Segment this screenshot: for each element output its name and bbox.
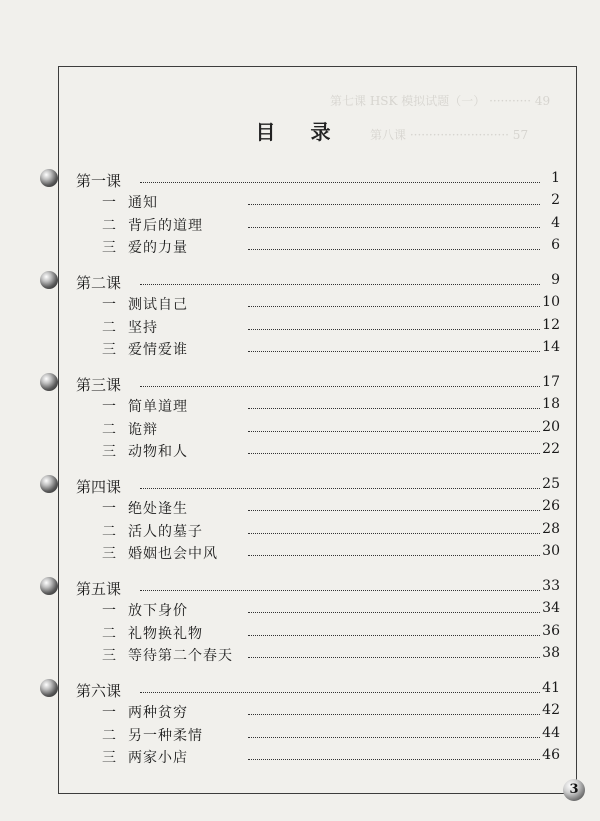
dot-leader (140, 284, 540, 285)
toc-item-row[interactable] (40, 190, 560, 212)
bullet-icon (40, 475, 58, 493)
item-number: 二 (102, 727, 116, 744)
dot-leader (140, 182, 540, 183)
page-number: 26 (542, 498, 560, 514)
item-number: 二 (102, 421, 116, 438)
lesson-title: 第一课 (76, 172, 122, 190)
item-number: 二 (102, 319, 116, 336)
toc-item-row[interactable] (40, 598, 560, 620)
item-number: 三 (102, 546, 116, 562)
dot-leader (140, 386, 540, 387)
item-number: 一 (102, 705, 116, 721)
dot-leader (140, 488, 540, 489)
item-title: 诡辩 (128, 421, 158, 438)
page-number: 30 (542, 543, 560, 559)
page-number: 17 (542, 374, 560, 390)
dot-leader (248, 306, 540, 307)
dot-leader (248, 533, 540, 534)
item-title: 动物和人 (128, 444, 188, 460)
dot-leader (248, 612, 540, 613)
dot-leader (248, 249, 540, 250)
page-number: 38 (542, 645, 560, 661)
toc-item-row[interactable] (40, 394, 560, 416)
dot-leader (248, 759, 540, 760)
page-number: 6 (551, 237, 560, 253)
page-number: 9 (551, 272, 560, 288)
toc-lesson-row[interactable] (40, 576, 560, 598)
item-title: 活人的墓子 (128, 523, 203, 540)
toc-item-row[interactable] (40, 337, 560, 359)
page-number: 10 (542, 294, 560, 310)
page-number: 33 (542, 578, 560, 594)
page-number: 14 (542, 339, 560, 355)
page-number: 46 (542, 747, 560, 763)
bleed-through-text: 第八课 ·························· 57 (370, 128, 529, 142)
item-title: 简单道理 (128, 399, 188, 415)
toc-item-row[interactable] (40, 315, 560, 337)
item-title: 坚持 (128, 319, 158, 336)
dot-leader (248, 329, 540, 330)
toc-item-row[interactable] (40, 235, 560, 257)
toc-lesson-row[interactable] (40, 270, 560, 292)
dot-leader (248, 351, 540, 352)
item-title: 另一种柔情 (128, 727, 203, 744)
lesson-title: 第五课 (76, 580, 122, 598)
item-title: 测试自己 (128, 297, 188, 313)
toc-lesson-row[interactable] (40, 474, 560, 496)
lesson-title: 第三课 (76, 376, 122, 394)
item-title: 两家小店 (128, 750, 188, 766)
lesson-title: 第四课 (76, 478, 122, 496)
item-number: 三 (102, 240, 116, 256)
item-number: 一 (102, 297, 116, 313)
dot-leader (248, 453, 540, 454)
dot-leader (248, 714, 540, 715)
dot-leader (248, 510, 540, 511)
toc-item-row[interactable] (40, 496, 560, 518)
toc-item-row[interactable] (40, 439, 560, 461)
page-number: 20 (542, 418, 560, 435)
item-number: 三 (102, 648, 116, 664)
toc-item-row[interactable] (40, 643, 560, 665)
dot-leader (140, 590, 540, 591)
page-number: 34 (542, 600, 560, 616)
page-number: 2 (551, 192, 560, 208)
toc-item-row[interactable] (40, 700, 560, 722)
toc-item-row[interactable] (40, 541, 560, 563)
item-title: 等待第二个春天 (128, 648, 233, 664)
page-number: 1 (551, 170, 560, 186)
page-number: 18 (542, 396, 560, 412)
dot-leader (248, 408, 540, 409)
item-title: 绝处逢生 (128, 501, 188, 517)
item-title: 婚姻也会中风 (128, 546, 218, 562)
item-title: 爱的力量 (128, 240, 188, 256)
dot-leader (140, 692, 540, 693)
dot-leader (248, 635, 540, 636)
item-number: 二 (102, 625, 116, 642)
item-number: 三 (102, 750, 116, 766)
lesson-title: 第六课 (76, 682, 122, 700)
page-title: 目 录 (255, 120, 345, 144)
dot-leader (248, 431, 540, 432)
toc-lesson-row[interactable] (40, 168, 560, 190)
toc-lesson-row[interactable] (40, 372, 560, 394)
bullet-icon (40, 169, 58, 187)
page-number-badge: 3 (563, 779, 585, 801)
dot-leader (248, 555, 540, 556)
toc-item-row[interactable] (40, 519, 560, 541)
toc-item-row[interactable] (40, 745, 560, 767)
dot-leader (248, 204, 540, 205)
page-number: 22 (542, 441, 560, 457)
page-number: 41 (542, 680, 560, 696)
toc-item-row[interactable] (40, 417, 560, 439)
item-number: 二 (102, 217, 116, 234)
item-number: 一 (102, 195, 116, 211)
page-number: 25 (542, 476, 560, 492)
page-number: 4 (551, 214, 560, 231)
item-number: 三 (102, 444, 116, 460)
bullet-icon (40, 271, 58, 289)
dot-leader (248, 657, 540, 658)
page-number: 36 (542, 622, 560, 639)
lesson-title: 第二课 (76, 274, 122, 292)
item-number: 一 (102, 603, 116, 619)
toc-item-row[interactable] (40, 621, 560, 643)
toc-lesson-row[interactable] (40, 678, 560, 700)
bullet-icon (40, 373, 58, 391)
bullet-icon (40, 679, 58, 697)
item-title: 背后的道理 (128, 217, 203, 234)
item-number: 一 (102, 399, 116, 415)
bleed-through-text: 第七课 HSK 模拟试题（一） ··········· 49 (330, 94, 551, 108)
item-number: 一 (102, 501, 116, 517)
toc-item-row[interactable] (40, 723, 560, 745)
page-number: 42 (542, 702, 560, 718)
item-title: 两种贫穷 (128, 705, 188, 721)
item-title: 通知 (128, 195, 158, 211)
item-title: 爱情爱谁 (128, 342, 188, 358)
bullet-icon (40, 577, 58, 595)
dot-leader (248, 737, 540, 738)
page-number: 44 (542, 724, 560, 741)
item-number: 三 (102, 342, 116, 358)
item-title: 放下身价 (128, 603, 188, 619)
dot-leader (248, 227, 540, 228)
item-title: 礼物换礼物 (128, 625, 203, 642)
toc-item-row[interactable] (40, 292, 560, 314)
page-number: 28 (542, 520, 560, 537)
item-number: 二 (102, 523, 116, 540)
toc-item-row[interactable] (40, 213, 560, 235)
page-number: 12 (542, 316, 560, 333)
